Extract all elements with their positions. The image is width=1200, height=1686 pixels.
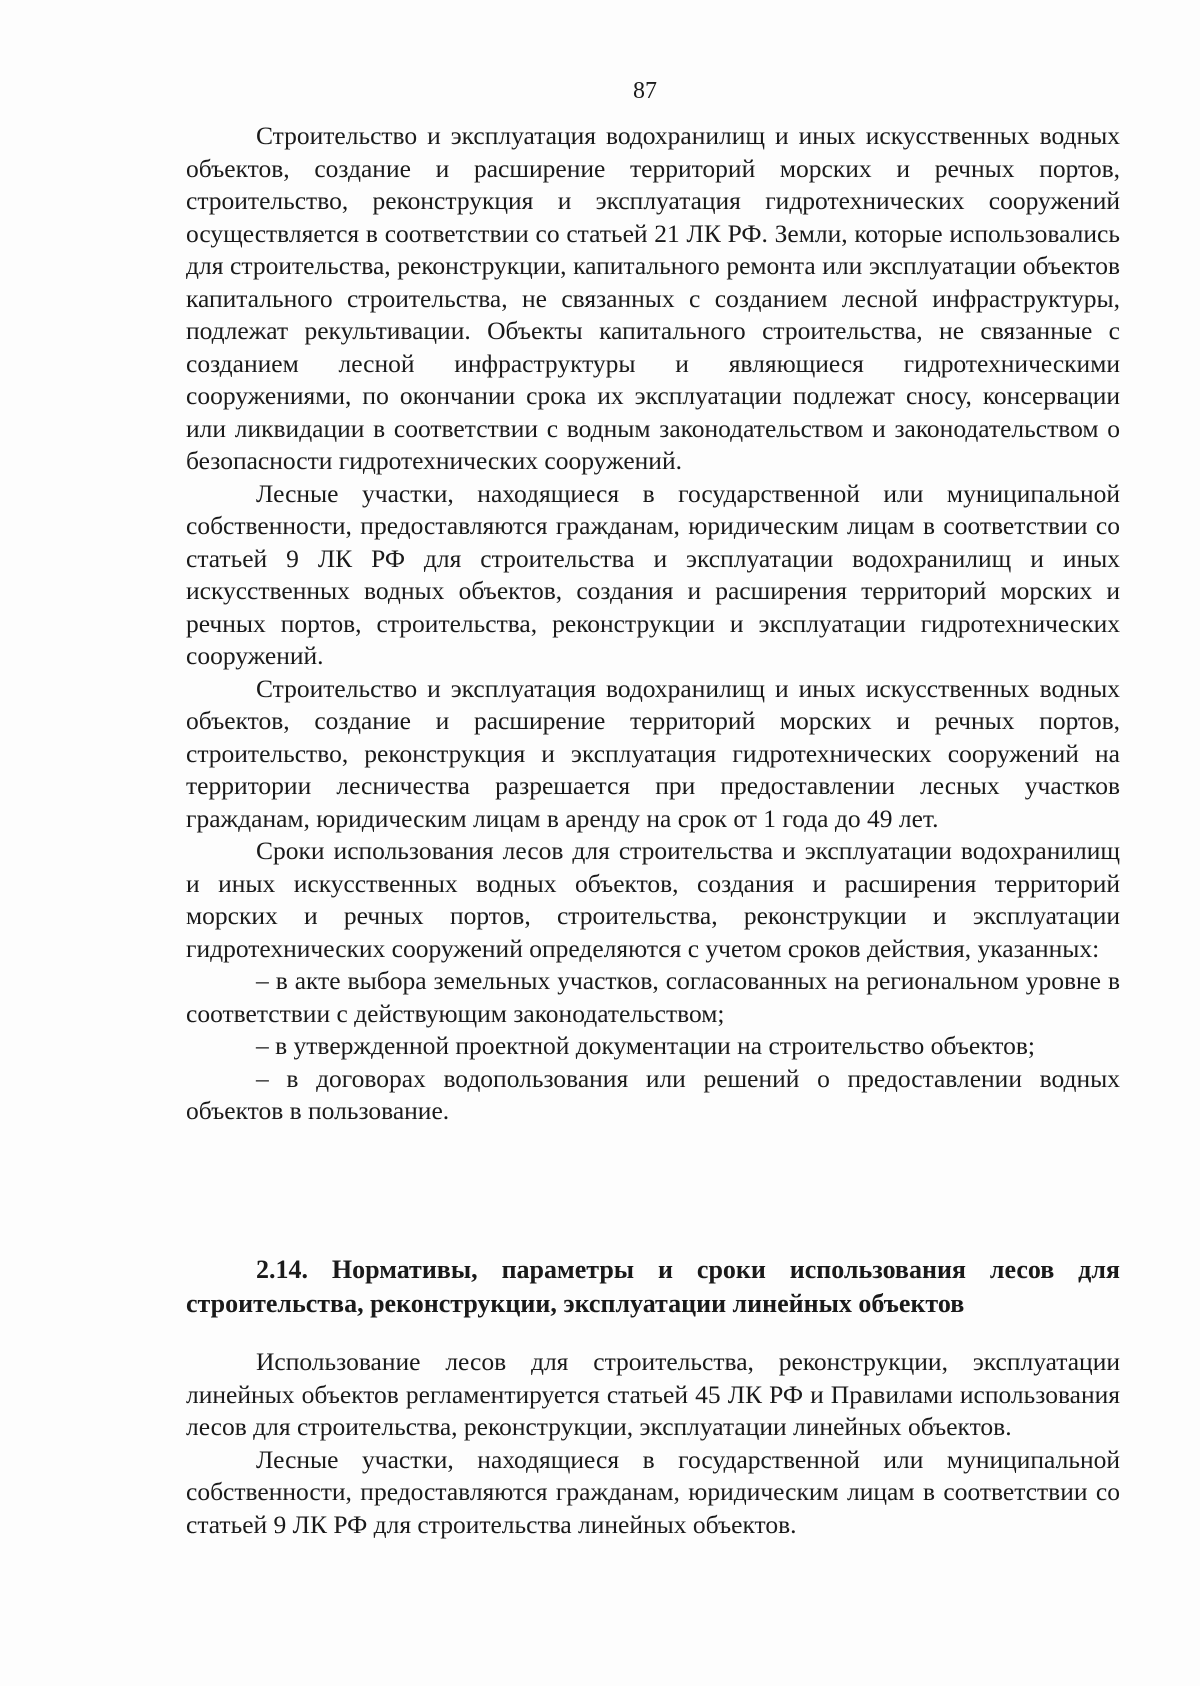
paragraph: Лесные участки, находящиеся в государственной или муниципальной собственности, предоставляются гражданам, юридическим лицам в соответствии со статьей 9 ЛК РФ для строительства линейных объектов. (186, 1444, 1120, 1539)
list-item: – в акте выбора земельных участков, согласованных на региональном уровне в соответствии с действующим законодательством; (186, 966, 1120, 1028)
main-text-block (186, 120, 1120, 1128)
section-heading: 2.14. Нормативы, параметры и сроки использования лесов для строительства, реконструкции, эксплуатации линейных объектов (186, 1255, 1120, 1318)
paragraph: Сроки использования лесов для строительства и эксплуатации водохранилищ и иных искусственных водных объектов, создания и расширения территорий морских и речных портов, строительства, реконструкции и эксплуатации гидротехнических сооружений определяются с учетом сроков действия, указанных: (186, 836, 1120, 963)
list-item: – в утвержденной проектной документации на строительство объектов; (256, 1031, 1035, 1060)
paragraph: Лесные участки, находящиеся в государственной или муниципальной собственности, предоставляются гражданам, юридическим лицам в соответствии со статьей 9 ЛК РФ для строительства и эксплуатации водохранилищ и иных искусственных водных объектов, создания и расширения территорий морских и речных портов, строительства, реконструкции и эксплуатации гидротехнических сооружений. (186, 478, 1120, 670)
page-number: 87 (633, 78, 657, 104)
paragraph: Использование лесов для строительства, реконструкции, эксплуатации линейных объектов регламентируется статьей 45 ЛК РФ и Правилами использования лесов для строительства, реконструкции, эксплуатации линейных объектов. (186, 1347, 1120, 1441)
section-text-block (186, 1346, 1120, 1541)
paragraph: Строительство и эксплуатация водохранилищ и иных искусственных водных объектов, создание и расширение территорий морских и речных портов, строительство, реконструкция и эксплуатация гидротехнических сооружений осуществляется в соответствии со статьей 21 ЛК РФ. Земли, которые использовались для строительства, реконструкции, капитального ремонта или эксплуатации объектов капитального строительства, не связанных с созданием лесной инфраструктуры, подлежат рекультивации. Объекты капитального строительства, не связанные с созданием лесной инфраструктуры и являющиеся гидротехническими сооружениями, по окончании срока их эксплуатации подлежат сносу, консервации или ликвидации в соответствии с водным законодательством и законодательством о безопасности гидротехнических сооружений. (186, 121, 1120, 475)
paragraph: Строительство и эксплуатация водохранилищ и иных искусственных водных объектов, создание и расширение территорий морских и речных портов, строительство, реконструкция и эксплуатация гидротехнических сооружений на территории лесничества разрешается при предоставлении лесных участков гражданам, юридическим лицам в аренду на срок от 1 года до 49 лет. (186, 673, 1120, 833)
list-item: – в договорах водопользования или решений о предоставлении водных объектов в пользование. (186, 1063, 1120, 1125)
